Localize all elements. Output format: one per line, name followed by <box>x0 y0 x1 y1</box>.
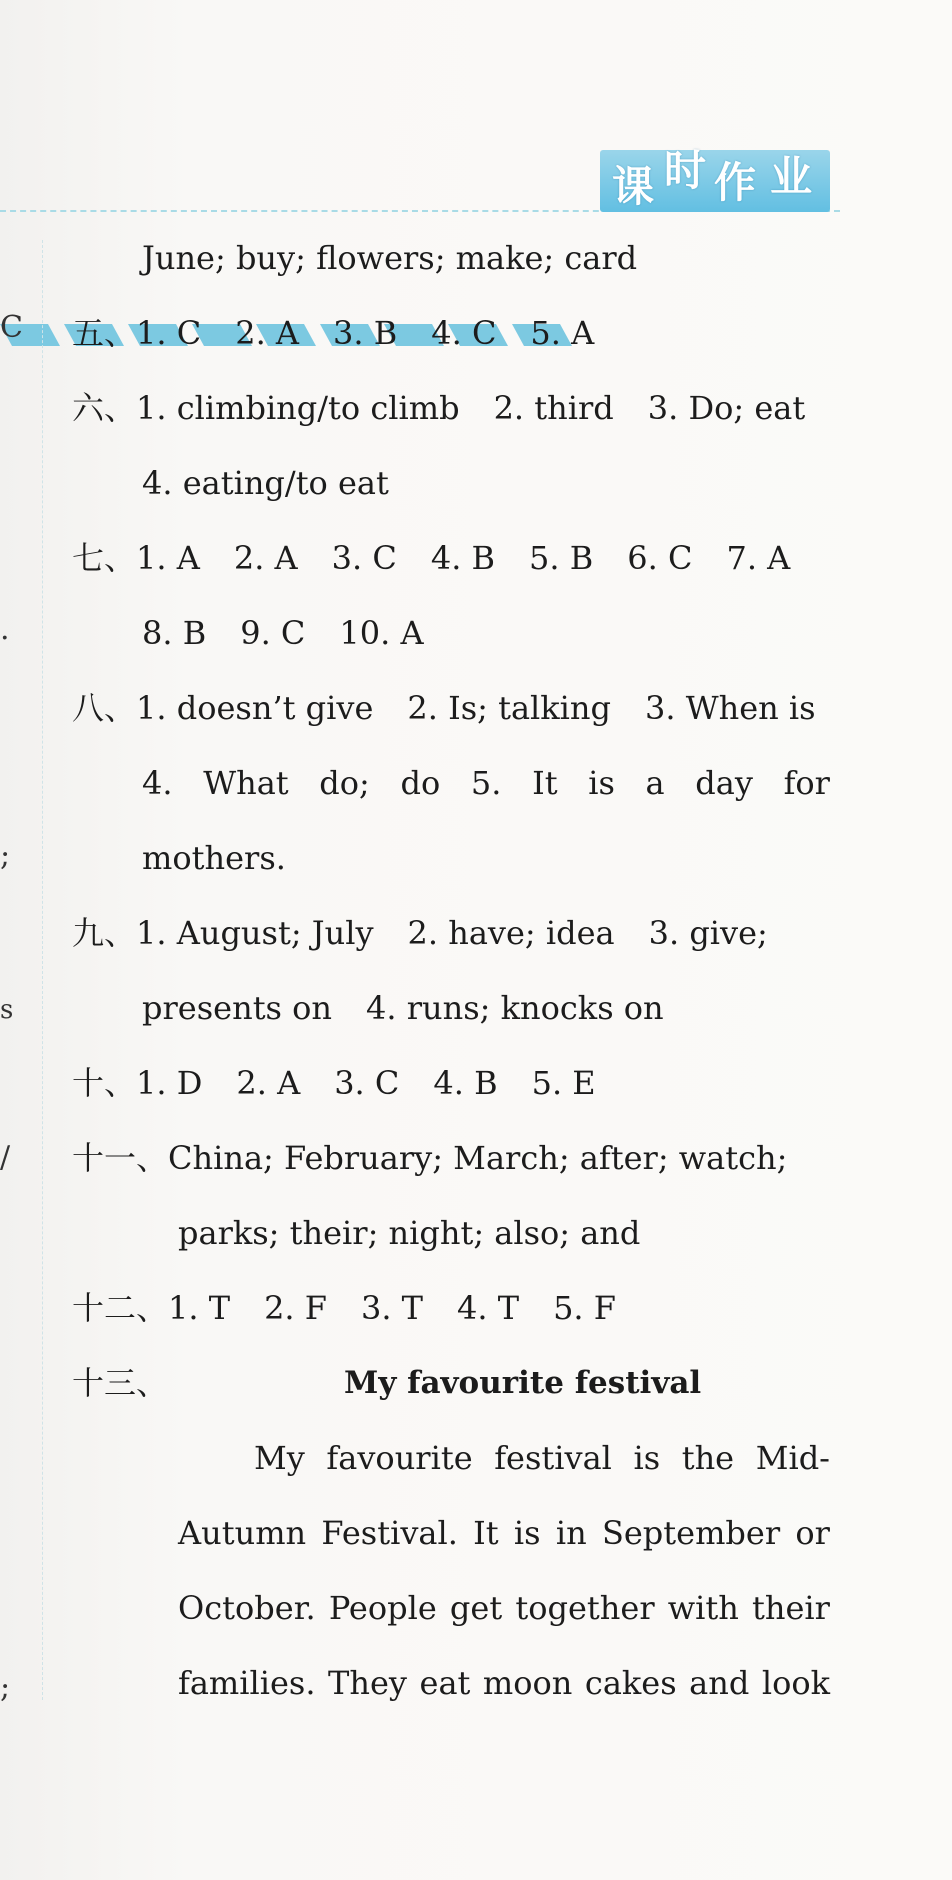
answer-line-9 <box>72 911 768 955</box>
answer-line-10 <box>72 1061 596 1105</box>
answer-item: 2. F <box>264 1289 327 1327</box>
essay-line <box>178 1586 830 1630</box>
answer-line-12 <box>72 1286 616 1330</box>
essay-word: in <box>555 1514 587 1552</box>
answer-line-13 <box>72 1361 168 1405</box>
section-label: 九、 <box>72 914 137 952</box>
answer-item: 1. T <box>168 1289 231 1327</box>
answer-item: 2. A <box>235 314 300 352</box>
answer-item: 5. F <box>553 1289 616 1327</box>
essay-word: September <box>601 1514 781 1552</box>
section-label: 十三、 <box>72 1364 169 1402</box>
answer-item: mothers. <box>142 839 286 877</box>
essay-word: families. <box>178 1664 316 1702</box>
answer-item: 1. D <box>136 1064 203 1102</box>
title-char: 业 <box>770 152 813 201</box>
answer-word: for <box>783 764 830 802</box>
left-fragment: / <box>0 1140 11 1175</box>
answer-item: 5. E <box>531 1064 596 1102</box>
header-title-box <box>600 146 830 212</box>
answer-item: 2. A <box>236 1064 301 1102</box>
answer-word: do <box>400 764 441 802</box>
left-fragment: ; <box>0 1670 11 1705</box>
answer-line-7-cont <box>142 611 424 655</box>
answer-item: 2. have; idea <box>407 914 615 952</box>
answer-item: 1. climbing/to climb <box>136 389 460 427</box>
essay-word: their <box>752 1589 830 1627</box>
answer-item: 3. T <box>360 1289 424 1327</box>
left-fragment: . <box>0 612 10 647</box>
essay-word: Festival. <box>321 1514 458 1552</box>
answer-item: parks; their; night; also; and <box>178 1214 641 1252</box>
answer-text: June; buy; flowers; make; card <box>142 239 638 277</box>
essay-word: cakes <box>584 1664 677 1702</box>
answer-item: 4. C <box>431 314 497 352</box>
answer-line-8 <box>72 686 816 730</box>
essay-word: moon <box>482 1664 573 1702</box>
answer-item: 5. B <box>529 539 594 577</box>
left-margin-rule <box>42 240 43 1700</box>
answer-item: 3. When is <box>644 689 816 727</box>
answer-line-5 <box>72 311 594 355</box>
answer-item: 10. A <box>339 614 424 652</box>
section-label: 七、 <box>72 539 137 577</box>
title-char: 课 <box>612 162 655 211</box>
answer-line-8-cont <box>142 761 830 805</box>
essay-title: My favourite festival <box>344 1365 702 1401</box>
essay-word: and <box>689 1664 750 1702</box>
essay-word: or <box>795 1514 830 1552</box>
answer-word: 5. <box>470 764 502 802</box>
section-label: 八、 <box>72 689 137 727</box>
answer-word: do; <box>319 764 370 802</box>
essay-word: look <box>761 1664 830 1702</box>
section-label: 十、 <box>72 1064 137 1102</box>
answer-line-7 <box>72 536 790 580</box>
essay-word: eat <box>419 1664 471 1702</box>
answer-item: 4. runs; knocks on <box>366 989 664 1027</box>
answer-word: 4. <box>142 764 173 802</box>
answer-item: 8. B <box>142 614 207 652</box>
essay-word: with <box>667 1589 739 1627</box>
section-label: 十一、 <box>72 1139 169 1177</box>
title-char: 时 <box>664 146 707 195</box>
answer-item: 3. B <box>333 314 398 352</box>
essay-word: favourite <box>326 1439 473 1477</box>
answer-item: 4. B <box>430 539 496 577</box>
answer-item: 2. third <box>493 389 614 427</box>
answer-item: 7. A <box>726 539 791 577</box>
essay-word: My <box>254 1439 305 1477</box>
essay-word: together <box>515 1589 655 1627</box>
answer-item: 4. B <box>433 1064 498 1102</box>
answer-word: is <box>588 764 615 802</box>
answer-item: China; February; March; after; watch; <box>168 1139 788 1177</box>
essay-word: October. <box>178 1589 316 1627</box>
answer-word: It <box>532 764 558 802</box>
essay-word: It <box>473 1514 499 1552</box>
essay-word: is <box>633 1439 661 1477</box>
essay-word: They <box>328 1664 407 1702</box>
answer-item: 3. C <box>331 539 397 577</box>
section-label: 六、 <box>72 389 137 427</box>
answer-word: day <box>695 764 753 802</box>
answer-item: presents on <box>142 989 333 1027</box>
answer-item: 3. Do; eat <box>647 389 806 427</box>
essay-word: get <box>449 1589 503 1627</box>
answer-item: 1. A <box>136 539 200 577</box>
answer-item: 3. C <box>334 1064 400 1102</box>
answer-item: 4. T <box>457 1289 520 1327</box>
essay-word: festival <box>494 1439 612 1477</box>
answer-line-6 <box>72 386 805 430</box>
answer-line-11 <box>72 1136 787 1180</box>
answer-line-6-cont <box>142 461 389 505</box>
answer-item: 6. C <box>627 539 693 577</box>
essay-word: Mid- <box>755 1439 830 1477</box>
answer-item: 3. give; <box>648 914 768 952</box>
essay-word: the <box>681 1439 735 1477</box>
answer-item: 2. Is; talking <box>407 689 611 727</box>
essay-word: is <box>513 1514 541 1552</box>
answer-item: 1. August; July <box>136 914 374 952</box>
answer-item: 1. doesn’t give <box>136 689 374 727</box>
answer-word: a <box>645 764 665 802</box>
left-fragment: ; <box>0 838 11 873</box>
section-label: 五、 <box>72 314 137 352</box>
answer-word: What <box>203 764 289 802</box>
answer-item: 9. C <box>240 614 306 652</box>
answer-line <box>142 236 637 280</box>
essay-word: People <box>328 1589 437 1627</box>
answer-line-9-cont <box>142 986 664 1030</box>
answer-item: 2. A <box>233 539 298 577</box>
essay-line <box>254 1436 830 1480</box>
answer-item: 1. C <box>136 314 202 352</box>
title-char: 作 <box>714 158 757 207</box>
answer-line-11-cont <box>178 1211 640 1255</box>
answer-item: 5. A <box>530 314 595 352</box>
answer-line-8-end <box>142 836 286 880</box>
essay-line <box>178 1511 830 1555</box>
essay-word: Autumn <box>178 1514 307 1552</box>
left-fragment: s <box>0 995 14 1025</box>
left-fragment: C <box>0 310 23 345</box>
section-label: 十二、 <box>72 1289 169 1327</box>
answer-item: 4. eating/to eat <box>142 464 389 502</box>
essay-line <box>178 1661 830 1705</box>
